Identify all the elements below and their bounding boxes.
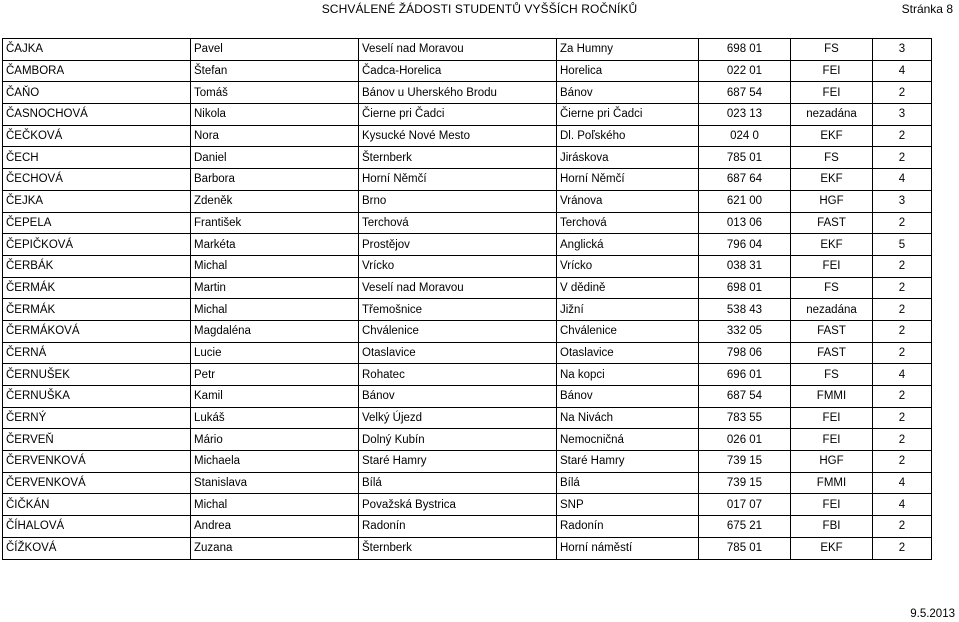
street-cell: Chválenice — [557, 320, 699, 342]
table-row — [3, 234, 932, 256]
postal-code-cell: 013 06 — [699, 212, 791, 234]
year-cell: 2 — [873, 451, 932, 473]
year-cell: 4 — [873, 60, 932, 82]
table-row — [3, 342, 932, 364]
page-title: SCHVÁLENÉ ŽÁDOSTI STUDENTŮ VYŠŠÍCH ROČNÍKŮ — [321, 2, 638, 16]
street-cell: Radonín — [557, 516, 699, 538]
faculty-cell: HGF — [791, 190, 873, 212]
faculty-cell: FS — [791, 364, 873, 386]
year-cell: 4 — [873, 169, 932, 191]
first-name-cell: Mário — [191, 429, 359, 451]
postal-code-cell: 783 55 — [699, 407, 791, 429]
postal-code-cell: 696 01 — [699, 364, 791, 386]
faculty-cell: FMMI — [791, 386, 873, 408]
postal-code-cell: 621 00 — [699, 190, 791, 212]
first-name-cell: Michaela — [191, 451, 359, 473]
faculty-cell: FEI — [791, 429, 873, 451]
year-cell: 3 — [873, 104, 932, 126]
first-name-cell: Štefan — [191, 60, 359, 82]
street-cell: Anglická — [557, 234, 699, 256]
year-cell: 2 — [873, 386, 932, 408]
surname-cell: ČERNUŠKA — [3, 386, 191, 408]
surname-cell: ČERVEŇ — [3, 429, 191, 451]
surname-cell: ČERNÁ — [3, 342, 191, 364]
postal-code-cell: 026 01 — [699, 429, 791, 451]
table-row — [3, 299, 932, 321]
postal-code-cell: 739 15 — [699, 472, 791, 494]
year-cell: 2 — [873, 82, 932, 104]
first-name-cell: Petr — [191, 364, 359, 386]
street-cell: Vránova — [557, 190, 699, 212]
year-cell: 2 — [873, 516, 932, 538]
page-number: Stránka 8 — [901, 2, 953, 16]
town-cell: Horní Němčí — [359, 169, 557, 191]
faculty-cell: FS — [791, 147, 873, 169]
town-cell: Čierne pri Čadci — [359, 104, 557, 126]
faculty-cell: nezadána — [791, 299, 873, 321]
surname-cell: ČERVENKOVÁ — [3, 451, 191, 473]
table-row — [3, 39, 932, 61]
surname-cell: ČAMBORA — [3, 60, 191, 82]
postal-code-cell: 785 01 — [699, 537, 791, 559]
faculty-cell: EKF — [791, 537, 873, 559]
faculty-cell: FAST — [791, 342, 873, 364]
postal-code-cell: 538 43 — [699, 299, 791, 321]
first-name-cell: Pavel — [191, 39, 359, 61]
first-name-cell: Zuzana — [191, 537, 359, 559]
street-cell: Bánov — [557, 82, 699, 104]
surname-cell: ČERVENKOVÁ — [3, 472, 191, 494]
first-name-cell: Nora — [191, 125, 359, 147]
street-cell: Bánov — [557, 386, 699, 408]
surname-cell: ČASNOCHOVÁ — [3, 104, 191, 126]
first-name-cell: František — [191, 212, 359, 234]
faculty-cell: HGF — [791, 451, 873, 473]
year-cell: 4 — [873, 472, 932, 494]
first-name-cell: Barbora — [191, 169, 359, 191]
faculty-cell: FAST — [791, 320, 873, 342]
street-cell: V dědině — [557, 277, 699, 299]
faculty-cell: FEI — [791, 82, 873, 104]
table-row — [3, 212, 932, 234]
town-cell: Brno — [359, 190, 557, 212]
street-cell: Nemocničná — [557, 429, 699, 451]
table-row — [3, 147, 932, 169]
street-cell: Horní Němčí — [557, 169, 699, 191]
faculty-cell: EKF — [791, 169, 873, 191]
street-cell: Za Humny — [557, 39, 699, 61]
town-cell: Veselí nad Moravou — [359, 277, 557, 299]
postal-code-cell: 798 06 — [699, 342, 791, 364]
surname-cell: ČERNÝ — [3, 407, 191, 429]
town-cell: Terchová — [359, 212, 557, 234]
town-cell: Bílá — [359, 472, 557, 494]
first-name-cell: Michal — [191, 299, 359, 321]
town-cell: Chválenice — [359, 320, 557, 342]
postal-code-cell: 739 15 — [699, 451, 791, 473]
postal-code-cell: 785 01 — [699, 147, 791, 169]
street-cell: Jiráskova — [557, 147, 699, 169]
faculty-cell: nezadána — [791, 104, 873, 126]
surname-cell: ČERBÁK — [3, 255, 191, 277]
faculty-cell: FEI — [791, 407, 873, 429]
surname-cell: ČECH — [3, 147, 191, 169]
students-table — [2, 38, 932, 560]
table-row — [3, 516, 932, 538]
street-cell: Dl. Poľského — [557, 125, 699, 147]
year-cell: 5 — [873, 234, 932, 256]
town-cell: Otaslavice — [359, 342, 557, 364]
surname-cell: ČIČKÁN — [3, 494, 191, 516]
table-row — [3, 386, 932, 408]
town-cell: Kysucké Nové Mesto — [359, 125, 557, 147]
surname-cell: ČÍŽKOVÁ — [3, 537, 191, 559]
first-name-cell: Lucie — [191, 342, 359, 364]
surname-cell: ČAŇO — [3, 82, 191, 104]
surname-cell: ČERMÁK — [3, 277, 191, 299]
street-cell: Horelica — [557, 60, 699, 82]
town-cell: Považská Bystrica — [359, 494, 557, 516]
year-cell: 2 — [873, 320, 932, 342]
table-row — [3, 537, 932, 559]
town-cell: Veselí nad Moravou — [359, 39, 557, 61]
surname-cell: ČEPIČKOVÁ — [3, 234, 191, 256]
town-cell: Staré Hamry — [359, 451, 557, 473]
year-cell: 2 — [873, 537, 932, 559]
faculty-cell: FS — [791, 277, 873, 299]
street-cell: Bílá — [557, 472, 699, 494]
postal-code-cell: 023 13 — [699, 104, 791, 126]
postal-code-cell: 796 04 — [699, 234, 791, 256]
first-name-cell: Zdeněk — [191, 190, 359, 212]
year-cell: 3 — [873, 39, 932, 61]
street-cell: Čierne pri Čadci — [557, 104, 699, 126]
street-cell: Staré Hamry — [557, 451, 699, 473]
table-row — [3, 472, 932, 494]
town-cell: Šternberk — [359, 147, 557, 169]
town-cell: Třemošnice — [359, 299, 557, 321]
table-row — [3, 494, 932, 516]
table-row — [3, 255, 932, 277]
faculty-cell: FEI — [791, 255, 873, 277]
first-name-cell: Andrea — [191, 516, 359, 538]
faculty-cell: FAST — [791, 212, 873, 234]
faculty-cell: EKF — [791, 125, 873, 147]
faculty-cell: FMMI — [791, 472, 873, 494]
town-cell: Bánov — [359, 386, 557, 408]
postal-code-cell: 687 54 — [699, 82, 791, 104]
town-cell: Prostějov — [359, 234, 557, 256]
faculty-cell: FEI — [791, 60, 873, 82]
street-cell: Vrícko — [557, 255, 699, 277]
street-cell: Na Nivách — [557, 407, 699, 429]
first-name-cell: Markéta — [191, 234, 359, 256]
year-cell: 2 — [873, 255, 932, 277]
year-cell: 2 — [873, 299, 932, 321]
town-cell: Dolný Kubín — [359, 429, 557, 451]
postal-code-cell: 687 54 — [699, 386, 791, 408]
table-row — [3, 451, 932, 473]
first-name-cell: Michal — [191, 494, 359, 516]
first-name-cell: Stanislava — [191, 472, 359, 494]
first-name-cell: Tomáš — [191, 82, 359, 104]
surname-cell: ČEČKOVÁ — [3, 125, 191, 147]
town-cell: Velký Újezd — [359, 407, 557, 429]
postal-code-cell: 332 05 — [699, 320, 791, 342]
town-cell: Rohatec — [359, 364, 557, 386]
first-name-cell: Magdaléna — [191, 320, 359, 342]
year-cell: 2 — [873, 125, 932, 147]
year-cell: 3 — [873, 190, 932, 212]
year-cell: 2 — [873, 342, 932, 364]
postal-code-cell: 038 31 — [699, 255, 791, 277]
postal-code-cell: 022 01 — [699, 60, 791, 82]
surname-cell: ČERNUŠEK — [3, 364, 191, 386]
first-name-cell: Michal — [191, 255, 359, 277]
table-row — [3, 429, 932, 451]
postal-code-cell: 024 0 — [699, 125, 791, 147]
town-cell: Bánov u Uherského Brodu — [359, 82, 557, 104]
postal-code-cell: 675 21 — [699, 516, 791, 538]
street-cell: Jižní — [557, 299, 699, 321]
street-cell: SNP — [557, 494, 699, 516]
year-cell: 2 — [873, 407, 932, 429]
street-cell: Otaslavice — [557, 342, 699, 364]
table-row — [3, 104, 932, 126]
table-row — [3, 82, 932, 104]
surname-cell: ČÍHALOVÁ — [3, 516, 191, 538]
faculty-cell: FEI — [791, 494, 873, 516]
town-cell: Radonín — [359, 516, 557, 538]
street-cell: Na kopci — [557, 364, 699, 386]
first-name-cell: Lukáš — [191, 407, 359, 429]
surname-cell: ČERMÁKOVÁ — [3, 320, 191, 342]
year-cell: 2 — [873, 277, 932, 299]
page-header — [0, 0, 959, 20]
postal-code-cell: 698 01 — [699, 39, 791, 61]
town-cell: Šternberk — [359, 537, 557, 559]
year-cell: 2 — [873, 212, 932, 234]
street-cell: Horní náměstí — [557, 537, 699, 559]
year-cell: 4 — [873, 494, 932, 516]
year-cell: 4 — [873, 364, 932, 386]
faculty-cell: FS — [791, 39, 873, 61]
year-cell: 2 — [873, 429, 932, 451]
table-row — [3, 60, 932, 82]
table-row — [3, 190, 932, 212]
surname-cell: ČERMÁK — [3, 299, 191, 321]
postal-code-cell: 698 01 — [699, 277, 791, 299]
first-name-cell: Daniel — [191, 147, 359, 169]
table-row — [3, 169, 932, 191]
postal-code-cell: 687 64 — [699, 169, 791, 191]
print-date: 9.5.2013 — [910, 608, 955, 620]
first-name-cell: Kamil — [191, 386, 359, 408]
table-row — [3, 277, 932, 299]
table-body — [3, 39, 932, 560]
first-name-cell: Nikola — [191, 104, 359, 126]
table-row — [3, 364, 932, 386]
town-cell: Vrícko — [359, 255, 557, 277]
surname-cell: ČEJKA — [3, 190, 191, 212]
street-cell: Terchová — [557, 212, 699, 234]
town-cell: Čadca-Horelica — [359, 60, 557, 82]
first-name-cell: Martin — [191, 277, 359, 299]
table-row — [3, 125, 932, 147]
postal-code-cell: 017 07 — [699, 494, 791, 516]
surname-cell: ČEPELA — [3, 212, 191, 234]
table-row — [3, 407, 932, 429]
table-row — [3, 320, 932, 342]
year-cell: 2 — [873, 147, 932, 169]
faculty-cell: EKF — [791, 234, 873, 256]
surname-cell: ČAJKA — [3, 39, 191, 61]
surname-cell: ČECHOVÁ — [3, 169, 191, 191]
faculty-cell: FBI — [791, 516, 873, 538]
